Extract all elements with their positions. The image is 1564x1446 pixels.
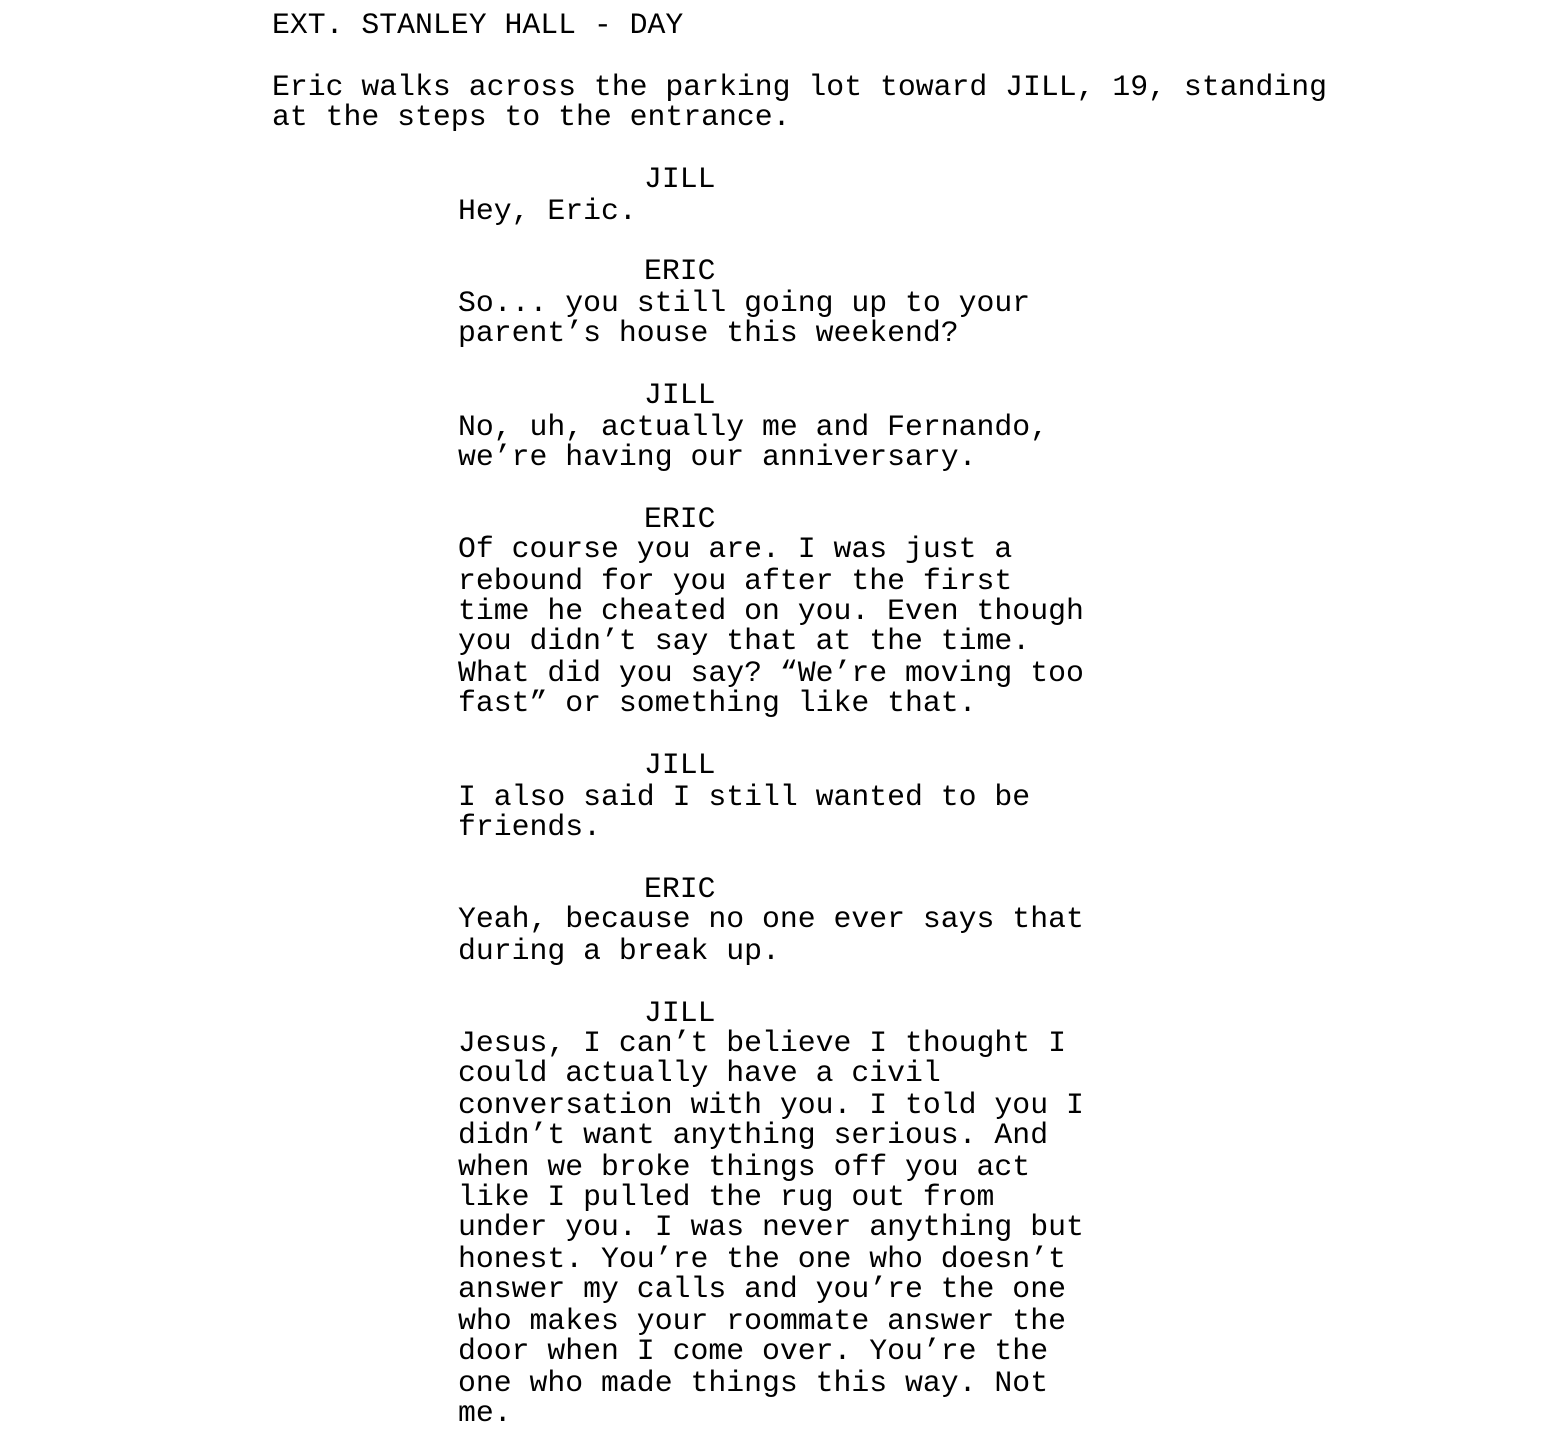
dialogue-line: you didn’t say that at the time.: [458, 624, 1031, 658]
dialogue-line: Of course you are. I was just a: [458, 532, 1013, 566]
dialogue-line: under you. I was never anything but: [458, 1210, 1084, 1244]
action-line: at the steps to the entrance.: [272, 100, 791, 134]
dialogue-line: conversation with you. I told you I: [458, 1088, 1084, 1122]
dialogue-line: What did you say? “We’re moving too: [458, 656, 1084, 690]
character-cue-jill: JILL: [644, 748, 716, 782]
dialogue-line: like I pulled the rug out from: [458, 1180, 995, 1214]
dialogue-line: So... you still going up to your: [458, 286, 1031, 320]
dialogue-line: rebound for you after the first: [458, 564, 1013, 598]
character-cue-jill: JILL: [644, 378, 716, 412]
dialogue-line: who makes your roommate answer the: [458, 1304, 1066, 1338]
dialogue-line: No, uh, actually me and Fernando,: [458, 410, 1049, 444]
dialogue-line: answer my calls and you’re the one: [458, 1272, 1066, 1306]
dialogue-line: during a break up.: [458, 934, 780, 968]
dialogue-line: parent’s house this weekend?: [458, 316, 959, 350]
scene-heading: EXT. STANLEY HALL - DAY: [272, 8, 684, 42]
dialogue-line: I also said I still wanted to be: [458, 780, 1031, 814]
dialogue-line: honest. You’re the one who doesn’t: [458, 1242, 1066, 1276]
dialogue-line: Hey, Eric.: [458, 194, 637, 228]
dialogue-line: didn’t want anything serious. And: [458, 1118, 1049, 1152]
dialogue-line: could actually have a civil: [458, 1056, 941, 1090]
character-cue-eric: ERIC: [644, 254, 716, 288]
action-line: Eric walks across the parking lot toward JILL, 19, standing: [272, 70, 1327, 104]
dialogue-line: fast” or something like that.: [458, 686, 977, 720]
dialogue-line: time he cheated on you. Even though: [458, 594, 1084, 628]
dialogue-line: me.: [458, 1396, 512, 1430]
dialogue-line: friends.: [458, 810, 602, 844]
dialogue-line: Yeah, because no one ever says that: [458, 902, 1084, 936]
character-cue-jill: JILL: [644, 162, 716, 196]
dialogue-line: one who made things this way. Not: [458, 1366, 1049, 1400]
dialogue-line: when we broke things off you act: [458, 1150, 1031, 1184]
character-cue-jill: JILL: [644, 996, 716, 1030]
character-cue-eric: ERIC: [644, 502, 716, 536]
dialogue-line: we’re having our anniversary.: [458, 440, 977, 474]
dialogue-line: door when I come over. You’re the: [458, 1334, 1049, 1368]
character-cue-eric: ERIC: [644, 872, 716, 906]
dialogue-line: Jesus, I can’t believe I thought I: [458, 1026, 1066, 1060]
